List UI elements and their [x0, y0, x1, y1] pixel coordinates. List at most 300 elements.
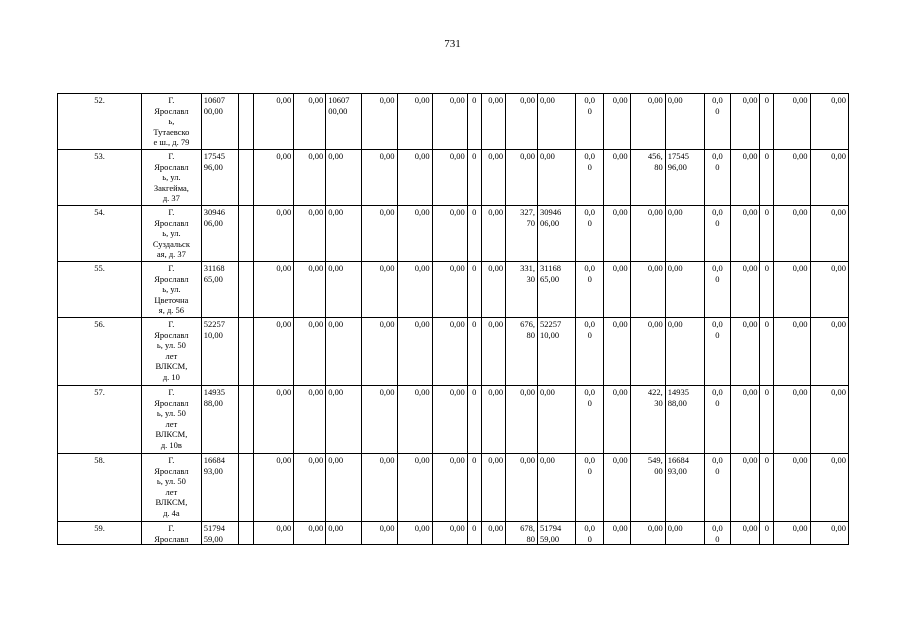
address-line: Г. [168, 319, 175, 329]
value-text: 0,00 [308, 207, 324, 217]
row-number: 52. [58, 94, 142, 150]
value-text: 65,00 [540, 273, 560, 284]
value-text: 0,00 [612, 207, 628, 217]
address-line: ВЛКСМ, [155, 361, 188, 371]
value-cell [665, 318, 704, 386]
value-cell [810, 318, 849, 386]
value-cell [604, 262, 631, 318]
value-text: 51794 [203, 523, 225, 533]
address-line: Ярославл [154, 105, 189, 116]
value-text: 0 [587, 273, 592, 284]
address-line: Цветочна [154, 294, 189, 305]
address-line: я, д. 56 [158, 305, 185, 315]
table-row [58, 262, 849, 318]
value-cell [630, 206, 665, 262]
value-cell [810, 522, 849, 545]
value-text: 14935 [203, 387, 225, 397]
value-cell [362, 522, 397, 545]
value-cell [294, 522, 326, 545]
value-text: 10607 [328, 95, 350, 105]
value-text: 422, [647, 387, 663, 397]
address-line: д. 10 [162, 371, 180, 382]
value-text: 0,00 [488, 263, 504, 273]
value-text: 80 [654, 161, 663, 172]
value-cell [760, 150, 774, 206]
address-line: ая, д. 37 [156, 249, 186, 259]
value-cell [253, 522, 293, 545]
value-text: 0,00 [449, 523, 465, 533]
value-text: 0,00 [276, 95, 292, 105]
spacer-cell [238, 386, 253, 454]
value-text: 0 [472, 263, 477, 273]
value-cell [730, 454, 760, 522]
value-text: 0,00 [667, 263, 683, 273]
address-line: Г. [168, 151, 175, 161]
value-cell [576, 522, 604, 545]
value-cell [760, 206, 774, 262]
value-cell [665, 94, 704, 150]
value-cell [253, 94, 293, 150]
value-text: 0,00 [520, 387, 536, 397]
address-line: ь, ул. 50 [156, 340, 186, 350]
value-cell [760, 262, 774, 318]
value-text: 0,00 [488, 523, 504, 533]
value-cell [576, 94, 604, 150]
value-cell [760, 386, 774, 454]
value-text: 0,00 [379, 151, 395, 161]
value-cell [294, 386, 326, 454]
value-cell [253, 318, 293, 386]
value-text: 31168 [203, 263, 225, 273]
value-cell [397, 454, 432, 522]
value-cell [810, 150, 849, 206]
value-cell [397, 94, 432, 150]
value-text: 0,00 [414, 263, 430, 273]
value-text: 0,00 [831, 151, 846, 161]
value-text: 0,0 [584, 263, 595, 273]
value-text: 0,00 [308, 387, 324, 397]
value-cell [467, 206, 481, 262]
value-text: 30 [526, 273, 536, 284]
value-cell [665, 206, 704, 262]
value-cell [665, 262, 704, 318]
value-cell [705, 318, 731, 386]
value-cell [730, 206, 760, 262]
table-row [58, 454, 849, 522]
value-text: 0,00 [449, 263, 465, 273]
row-number: 59. [58, 522, 142, 545]
value-text: 0 [472, 319, 477, 329]
value-text: 0,00 [831, 455, 846, 465]
value-cell [730, 150, 760, 206]
value-cell [774, 454, 810, 522]
address-line: Г. [168, 207, 175, 217]
value-cell [201, 454, 238, 522]
value-cell [538, 94, 576, 150]
value-text: 0,00 [414, 95, 430, 105]
value-cell [432, 206, 467, 262]
value-cell [604, 386, 631, 454]
value-cell [481, 386, 505, 454]
value-text: 0 [764, 207, 770, 217]
value-cell [481, 262, 505, 318]
value-cell [538, 262, 576, 318]
row-number: 55. [58, 262, 142, 318]
value-text: 0,00 [540, 455, 555, 465]
value-text: 93,00 [203, 465, 223, 476]
value-text: 52257 [540, 319, 562, 329]
value-text: 59,00 [540, 533, 560, 544]
value-cell [326, 206, 362, 262]
value-text: 0,00 [276, 151, 292, 161]
value-text: 0,00 [308, 95, 324, 105]
value-text: 0 [715, 397, 720, 408]
address-line: ь, ул. [162, 284, 181, 294]
value-cell [705, 522, 731, 545]
value-cell [604, 522, 631, 545]
value-cell [506, 262, 538, 318]
value-cell [604, 94, 631, 150]
value-text: 0 [715, 161, 720, 172]
value-cell [774, 522, 810, 545]
value-text: 0,00 [667, 319, 683, 329]
value-cell [576, 262, 604, 318]
value-cell [294, 94, 326, 150]
value-cell [432, 150, 467, 206]
address-line: Ярославл [154, 397, 189, 408]
value-text: 70 [526, 217, 536, 228]
address-cell [142, 206, 202, 262]
value-text: 0,00 [612, 319, 628, 329]
value-cell [774, 94, 810, 150]
value-text: 0 [715, 273, 720, 284]
value-text: 0,00 [540, 151, 555, 161]
address-line: ь, ул. [162, 172, 181, 182]
value-text: 0 [472, 151, 477, 161]
value-text: 0 [587, 533, 592, 544]
value-cell [253, 150, 293, 206]
address-line: Закгейма, [153, 182, 189, 193]
value-text: 0,00 [488, 387, 504, 397]
value-text: 0 [715, 533, 720, 544]
value-text: 0,00 [540, 95, 555, 105]
value-text: 0,00 [414, 151, 430, 161]
value-text: 0,00 [379, 455, 395, 465]
value-text: 0,00 [276, 207, 292, 217]
value-cell [481, 206, 505, 262]
value-text: 0 [764, 263, 770, 273]
value-text: 0,0 [584, 319, 595, 329]
value-cell [538, 318, 576, 386]
value-text: 0,00 [449, 207, 465, 217]
value-cell [467, 386, 481, 454]
value-text: 0,00 [831, 95, 846, 105]
value-text: 0,00 [414, 523, 430, 533]
value-text: 0,00 [328, 263, 344, 273]
value-cell [506, 94, 538, 150]
value-cell [362, 150, 397, 206]
value-cell [432, 454, 467, 522]
value-cell [362, 94, 397, 150]
value-cell [362, 262, 397, 318]
value-text: 0,00 [449, 151, 465, 161]
data-table [57, 93, 849, 545]
value-text: 0,0 [712, 263, 723, 273]
table-row [58, 206, 849, 262]
value-text: 0 [764, 151, 770, 161]
value-cell [538, 454, 576, 522]
page-number: 731 [444, 38, 461, 50]
value-cell [294, 206, 326, 262]
address-line: лет [165, 418, 178, 429]
value-text: 0,00 [792, 455, 808, 465]
value-text: 0,00 [449, 95, 465, 105]
value-cell [432, 262, 467, 318]
address-line: д. 10в [160, 439, 182, 450]
value-text: 0,00 [742, 207, 758, 217]
value-text: 0,0 [712, 95, 723, 105]
value-text: 678, [520, 523, 536, 533]
value-text: 0,00 [742, 151, 758, 161]
value-text: 0,00 [540, 387, 555, 397]
value-cell [705, 206, 731, 262]
value-text: 0,00 [831, 263, 846, 273]
value-text: 0,00 [308, 455, 324, 465]
value-cell [705, 454, 731, 522]
value-text: 0,00 [488, 319, 504, 329]
address-cell [142, 94, 202, 150]
value-text: 0,0 [712, 207, 723, 217]
address-line: ь, ул. [162, 228, 181, 238]
value-cell [730, 522, 760, 545]
value-text: 51794 [540, 523, 562, 533]
value-text: 17545 [667, 151, 690, 161]
address-line: ь, ул. 50 [156, 408, 186, 418]
value-cell [253, 206, 293, 262]
value-text: 0 [715, 465, 720, 476]
value-text: 0 [472, 207, 477, 217]
value-cell [730, 94, 760, 150]
value-text: 327, [520, 207, 536, 217]
value-text: 16684 [667, 455, 690, 465]
value-cell [481, 150, 505, 206]
value-text: 0,00 [667, 95, 683, 105]
value-text: 0,00 [647, 95, 663, 105]
value-text: 0 [587, 217, 592, 228]
value-cell [538, 386, 576, 454]
value-cell [294, 318, 326, 386]
value-text: 0,00 [414, 319, 430, 329]
value-text: 0 [472, 95, 477, 105]
value-cell [774, 262, 810, 318]
value-cell [506, 386, 538, 454]
row-number: 58. [58, 454, 142, 522]
address-line: д. 37 [162, 193, 180, 203]
value-text: 0,00 [742, 319, 758, 329]
table-row [58, 386, 849, 454]
value-text: 0,00 [308, 319, 324, 329]
value-text: 0,00 [449, 387, 465, 397]
value-text: 0,00 [831, 523, 846, 533]
value-text: 0 [764, 95, 770, 105]
value-text: 0,00 [612, 263, 628, 273]
value-cell [397, 522, 432, 545]
value-text: 0,00 [449, 455, 465, 465]
value-cell [774, 386, 810, 454]
value-text: 00,00 [203, 105, 223, 116]
value-cell [774, 318, 810, 386]
value-cell [201, 262, 238, 318]
value-cell [705, 94, 731, 150]
value-cell [810, 386, 849, 454]
value-text: 0,00 [742, 523, 758, 533]
value-cell [481, 454, 505, 522]
value-cell [604, 318, 631, 386]
value-cell [467, 318, 481, 386]
value-text: 0 [764, 455, 770, 465]
value-cell [362, 206, 397, 262]
value-cell [760, 522, 774, 545]
spacer-cell [238, 522, 253, 545]
value-text: 0,00 [792, 319, 808, 329]
value-text: 0,00 [612, 455, 628, 465]
value-cell [810, 262, 849, 318]
value-text: 65,00 [203, 273, 223, 284]
table-row [58, 318, 849, 386]
value-cell [576, 386, 604, 454]
value-text: 0,00 [488, 95, 504, 105]
value-text: 0,00 [667, 207, 683, 217]
address-line: Ярославл [154, 329, 189, 340]
value-cell [630, 386, 665, 454]
value-text: 0,00 [742, 387, 758, 397]
table-row [58, 94, 849, 150]
value-cell [730, 262, 760, 318]
value-text: 331, [520, 263, 536, 273]
value-cell [432, 386, 467, 454]
value-text: 10607 [203, 95, 225, 105]
value-text: 0,00 [379, 319, 395, 329]
address-cell [142, 454, 202, 522]
value-text: 0,00 [520, 151, 536, 161]
address-line: ь, [168, 116, 175, 126]
value-text: 30 [654, 397, 663, 408]
value-text: 0 [715, 105, 720, 116]
value-text: 0,00 [831, 319, 846, 329]
value-text: 93,00 [667, 465, 687, 476]
value-cell [362, 318, 397, 386]
value-cell [362, 386, 397, 454]
address-line: Суздальск [152, 238, 190, 249]
value-text: 0,0 [584, 151, 595, 161]
address-line: Г. [168, 95, 175, 105]
value-cell [467, 94, 481, 150]
value-text: 30946 [540, 207, 562, 217]
value-text: 0,00 [742, 263, 758, 273]
value-text: 0 [715, 217, 720, 228]
value-text: 10,00 [203, 329, 223, 340]
value-text: 0,0 [584, 523, 595, 533]
value-cell [506, 206, 538, 262]
value-cell [397, 318, 432, 386]
value-text: 0,0 [712, 523, 723, 533]
value-cell [576, 454, 604, 522]
value-cell [630, 454, 665, 522]
value-text: 0 [764, 523, 770, 533]
value-text: 0 [472, 455, 477, 465]
value-cell [201, 206, 238, 262]
value-text: 0,0 [584, 95, 595, 105]
value-text: 0,0 [712, 455, 723, 465]
value-text: 0,00 [612, 523, 628, 533]
value-cell [760, 318, 774, 386]
value-text: 14935 [667, 387, 690, 397]
value-text: 10,00 [540, 329, 560, 340]
value-text: 0,00 [328, 151, 344, 161]
spacer-cell [238, 94, 253, 150]
address-cell [142, 150, 202, 206]
value-text: 0,00 [647, 263, 663, 273]
value-text: 00 [654, 465, 663, 476]
value-text: 06,00 [540, 217, 560, 228]
value-text: 0,0 [712, 387, 723, 397]
value-cell [630, 318, 665, 386]
address-line: Г. [168, 387, 175, 397]
value-text: 456, [647, 151, 663, 161]
value-cell [326, 454, 362, 522]
value-cell [730, 318, 760, 386]
value-cell [630, 94, 665, 150]
value-cell [467, 454, 481, 522]
value-cell [201, 94, 238, 150]
value-text: 30946 [203, 207, 225, 217]
value-cell [326, 262, 362, 318]
value-text: 0,00 [488, 207, 504, 217]
value-text: 0,00 [831, 387, 846, 397]
value-text: 0,00 [488, 455, 504, 465]
value-text: 0,00 [276, 523, 292, 533]
value-cell [810, 94, 849, 150]
value-cell [201, 522, 238, 545]
value-cell [630, 150, 665, 206]
value-text: 59,00 [203, 533, 223, 544]
value-text: 0,00 [276, 387, 292, 397]
spacer-cell [238, 454, 253, 522]
value-cell [810, 454, 849, 522]
value-cell [665, 386, 704, 454]
value-cell [481, 318, 505, 386]
value-text: 0,00 [612, 151, 628, 161]
value-cell [467, 150, 481, 206]
value-cell [397, 262, 432, 318]
row-number: 54. [58, 206, 142, 262]
value-cell [665, 454, 704, 522]
value-text: 0,00 [276, 455, 292, 465]
value-text: 0,00 [612, 95, 628, 105]
value-cell [604, 206, 631, 262]
value-cell [576, 318, 604, 386]
value-cell [201, 386, 238, 454]
value-text: 0,00 [612, 387, 628, 397]
value-text: 0,00 [379, 263, 395, 273]
value-text: 0,00 [667, 523, 683, 533]
value-text: 0,0 [584, 455, 595, 465]
value-text: 0,00 [308, 151, 324, 161]
value-text: 0,00 [792, 263, 808, 273]
value-cell [201, 318, 238, 386]
row-number: 57. [58, 386, 142, 454]
value-text: 16684 [203, 455, 225, 465]
